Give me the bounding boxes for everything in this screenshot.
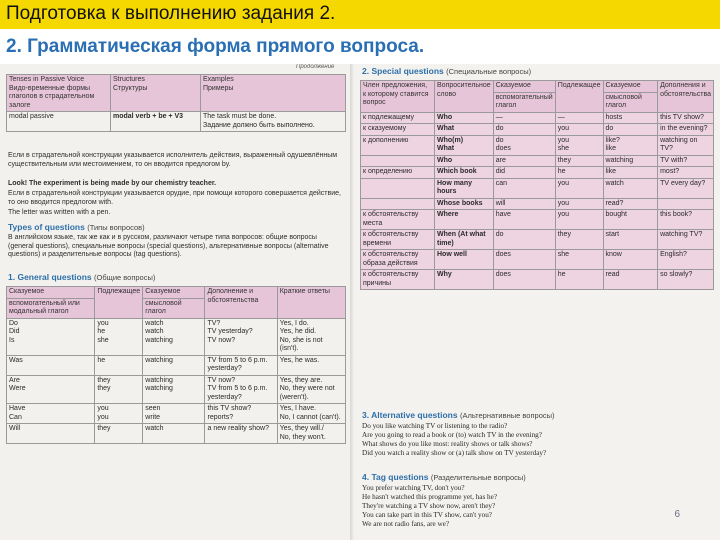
table-cell: will xyxy=(493,198,555,210)
table-row xyxy=(361,210,714,230)
table-cell: you xyxy=(555,124,603,136)
slide-subtitle: 2. Грамматическая форма прямого вопроса. xyxy=(6,36,425,57)
table-row xyxy=(7,424,346,444)
table-cell: they xyxy=(555,230,603,250)
table-cell: watching watching xyxy=(143,375,205,404)
table-cell: TV every day? xyxy=(658,178,714,198)
table-cell: к обстоятельству места xyxy=(361,210,435,230)
list-item: Did you watch a reality show or (a) talk show on TV yesterday? xyxy=(362,449,547,457)
table-row xyxy=(361,230,714,250)
general-heading-text: General questions xyxy=(17,272,92,282)
table-cell: Have Can xyxy=(7,404,95,424)
table-cell: like xyxy=(603,167,658,179)
table-row xyxy=(7,355,346,375)
page-number: 6 xyxy=(674,509,680,520)
table-cell: in the evening? xyxy=(658,124,714,136)
table-cell: How many hours xyxy=(434,178,493,198)
slide-title: Подготовка к выполнению задания 2. xyxy=(6,3,336,24)
table-cell: like? like xyxy=(603,135,658,155)
table-cell: does xyxy=(493,250,555,270)
table-cell: TV with? xyxy=(658,155,714,167)
table-cell: does xyxy=(493,270,555,290)
table-cell: Which book xyxy=(434,167,493,179)
special-heading-sub: (Специальные вопросы) xyxy=(446,67,532,76)
table-cell: this book? xyxy=(658,210,714,230)
table-row xyxy=(7,375,346,404)
special-header: Подлежащее xyxy=(555,81,603,113)
table-cell: seen write xyxy=(143,404,205,424)
list-item: Do you like watching TV or listening to the radio? xyxy=(362,422,508,430)
general-header: Дополнение и обстоятельства xyxy=(205,287,277,319)
table-cell: you xyxy=(555,210,603,230)
table-cell: he xyxy=(555,270,603,290)
table-cell: do does xyxy=(493,135,555,155)
table-cell: watch xyxy=(143,424,205,444)
general-group-head: Сказуемое xyxy=(143,287,205,299)
passive-cell: The task must be done. Задание должно быть выполнено. xyxy=(201,112,346,132)
table-cell: How well xyxy=(434,250,493,270)
table-cell: Yes, I have. No, I cannot (can't). xyxy=(277,404,345,424)
passive-cell: modal passive xyxy=(7,112,111,132)
list-item: Are you going to read a book or (to) watch TV in the evening? xyxy=(362,431,542,439)
table-cell: know xyxy=(603,250,658,270)
table-cell: start xyxy=(603,230,658,250)
special-header: вспомогательный глагол xyxy=(493,92,555,112)
list-item: They're watching a TV show now, aren't they? xyxy=(362,502,496,510)
general-header: Подлежащее xyxy=(95,287,143,319)
table-cell: read xyxy=(603,270,658,290)
table-cell: Yes, I do. Yes, he did. No, she is not (isn't). xyxy=(277,318,345,355)
general-table xyxy=(6,286,346,444)
general-heading xyxy=(8,272,155,282)
special-heading xyxy=(362,66,531,76)
table-cell: do xyxy=(493,124,555,136)
special-header: смысловой глагол xyxy=(603,92,658,112)
special-header: Дополнения и обстоятельства xyxy=(658,81,714,113)
table-cell: they xyxy=(555,155,603,167)
list-item: He hasn't watched this programme yet, has he? xyxy=(362,493,498,501)
table-cell: you he she xyxy=(95,318,143,355)
table-cell: Why xyxy=(434,270,493,290)
tag-heading-text: Tag questions xyxy=(371,472,429,482)
general-header: вспомогательный или модальный глагол xyxy=(7,298,95,318)
passive-header-structures: Structures Структуры xyxy=(111,75,201,112)
table-cell: bought xyxy=(603,210,658,230)
general-header: Краткие ответы xyxy=(277,287,345,319)
tag-heading-sub: (Разделительные вопросы) xyxy=(430,473,526,482)
table-cell: Who(m) What xyxy=(434,135,493,155)
table-cell: Was xyxy=(7,355,95,375)
table-cell: Yes, they will./ No, they won't. xyxy=(277,424,345,444)
table-cell: do xyxy=(603,124,658,136)
table-cell: this TV show? reports? xyxy=(205,404,277,424)
table-cell: Yes, they are. No, they were not (weren't). xyxy=(277,375,345,404)
table-cell: watching xyxy=(603,155,658,167)
table-row xyxy=(361,270,714,290)
para-with: Если в страдательной конструкции указывается орудие, при помощи которого совершается действие, то оно вводится предлогом with. xyxy=(8,190,341,206)
table-cell: What xyxy=(434,124,493,136)
special-heading-text: Special questions xyxy=(371,66,444,76)
general-header: смысловой глагол xyxy=(143,298,205,318)
table-row xyxy=(7,318,346,355)
table-cell: you xyxy=(555,178,603,198)
table-cell: you you xyxy=(95,404,143,424)
table-cell: — xyxy=(493,112,555,124)
alternative-heading xyxy=(362,410,555,420)
types-heading-sub: (Типы вопросов) xyxy=(87,223,145,232)
special-header: Член предложения, к которому ставится вопрос xyxy=(361,81,435,113)
list-item: We are not radio fans, are we? xyxy=(362,520,450,528)
tag-heading xyxy=(362,472,526,482)
table-cell: he xyxy=(555,167,603,179)
table-row xyxy=(361,112,714,124)
table-cell: Who xyxy=(434,155,493,167)
table-row xyxy=(361,135,714,155)
table-cell: she xyxy=(555,250,603,270)
table-cell: they they xyxy=(95,375,143,404)
table-cell: they xyxy=(95,424,143,444)
tag-num: 4. xyxy=(362,472,370,482)
corner-note: Продолжение xyxy=(296,64,335,70)
table-cell xyxy=(361,198,435,210)
table-row xyxy=(7,404,346,424)
table-cell: English? xyxy=(658,250,714,270)
alt-heading-text: Alternative questions xyxy=(371,410,458,420)
title-bar xyxy=(0,0,720,29)
table-cell: When (At what time) xyxy=(434,230,493,250)
table-cell: can xyxy=(493,178,555,198)
table-cell: most? xyxy=(658,167,714,179)
table-cell: к обстоятельству причины xyxy=(361,270,435,290)
passive-cell: modal verb + be + V3 xyxy=(111,112,201,132)
table-cell: a new reality show? xyxy=(205,424,277,444)
special-header: Вопросительное слово xyxy=(434,81,493,113)
types-heading xyxy=(8,222,145,232)
para-by: Если в страдательной конструкции указывается исполнитель действия, выраженный одушевлённым существительным или местоимением, то он вводится предлогом by. xyxy=(8,152,338,168)
table-row xyxy=(361,250,714,270)
table-cell xyxy=(658,198,714,210)
table-cell: have xyxy=(493,210,555,230)
table-cell: Whose books xyxy=(434,198,493,210)
left-page xyxy=(0,64,354,540)
tag-examples xyxy=(362,484,712,529)
table-cell: watch xyxy=(603,178,658,198)
table-cell: hosts xyxy=(603,112,658,124)
table-cell: TV? TV yesterday? TV now? xyxy=(205,318,277,355)
table-cell: к подлежащему xyxy=(361,112,435,124)
table-cell: are xyxy=(493,155,555,167)
table-cell xyxy=(361,178,435,198)
special-table xyxy=(360,80,714,290)
general-heading-sub: (Общие вопросы) xyxy=(94,273,156,282)
list-item: You can take part in this TV show, can't you? xyxy=(362,511,492,519)
table-cell: so slowly? xyxy=(658,270,714,290)
table-cell: watching TV? xyxy=(658,230,714,250)
table-cell: — xyxy=(555,112,603,124)
general-num: 1. xyxy=(8,272,16,282)
special-num: 2. xyxy=(362,66,370,76)
general-group-head: Сказуемое xyxy=(7,287,95,299)
table-cell: read? xyxy=(603,198,658,210)
table-cell: did xyxy=(493,167,555,179)
table-cell: Yes, he was. xyxy=(277,355,345,375)
table-cell: Who xyxy=(434,112,493,124)
special-group-head: Сказуемое xyxy=(493,81,555,93)
table-cell: you xyxy=(555,198,603,210)
table-cell: к обстоятельству времени xyxy=(361,230,435,250)
table-cell: watch watch watching xyxy=(143,318,205,355)
table-cell: watching xyxy=(143,355,205,375)
alternative-examples xyxy=(362,422,712,458)
table-cell: Where xyxy=(434,210,493,230)
right-page xyxy=(354,64,720,540)
table-cell: TV from 5 to 6 p.m. yesterday? xyxy=(205,355,277,375)
list-item: You prefer watching TV, don't you? xyxy=(362,484,465,492)
table-row xyxy=(361,155,714,167)
table-cell: к определению xyxy=(361,167,435,179)
table-row xyxy=(361,124,714,136)
table-row xyxy=(361,178,714,198)
types-heading-text: Types of questions xyxy=(8,222,85,232)
table-row xyxy=(361,167,714,179)
passive-header-tenses: Tenses in Passive Voice Видо-временные формы глаголов в страдательном залоге xyxy=(7,75,111,112)
table-cell: Will xyxy=(7,424,95,444)
passive-header-examples: Examples Примеры xyxy=(201,75,346,112)
table-cell: watching on TV? xyxy=(658,135,714,155)
list-item: What shows do you like most: reality shows or talk shows? xyxy=(362,440,533,448)
special-group-head: Сказуемое xyxy=(603,81,658,93)
table-cell: you she xyxy=(555,135,603,155)
table-cell: к обстоятельству образа действия xyxy=(361,250,435,270)
alt-num: 3. xyxy=(362,410,370,420)
example-by: Look! The experiment is being made by our chemistry teacher. xyxy=(8,180,217,187)
table-cell: this TV show? xyxy=(658,112,714,124)
table-cell: he xyxy=(95,355,143,375)
table-cell: do xyxy=(493,230,555,250)
alt-heading-sub: (Альтернативные вопросы) xyxy=(459,411,555,420)
table-cell xyxy=(361,155,435,167)
table-row xyxy=(361,198,714,210)
table-cell: Do Did Is xyxy=(7,318,95,355)
types-para: В английском языке, так же как и в русском, различают четыре типа вопросов: общие вопросы (general questions), специальные вопросы (special questions), альтернативные вопросы (alternative questions) и разделительные вопросы (tag questions). xyxy=(8,234,329,259)
table-cell: Are Were xyxy=(7,375,95,404)
table-cell: к дополнению xyxy=(361,135,435,155)
passive-table xyxy=(6,74,346,132)
table-cell: к сказуемому xyxy=(361,124,435,136)
example-with: The letter was written with a pen. xyxy=(8,209,111,216)
table-cell: TV now? TV from 5 to 6 p.m. yesterday? xyxy=(205,375,277,404)
subtitle-bar xyxy=(0,29,720,66)
